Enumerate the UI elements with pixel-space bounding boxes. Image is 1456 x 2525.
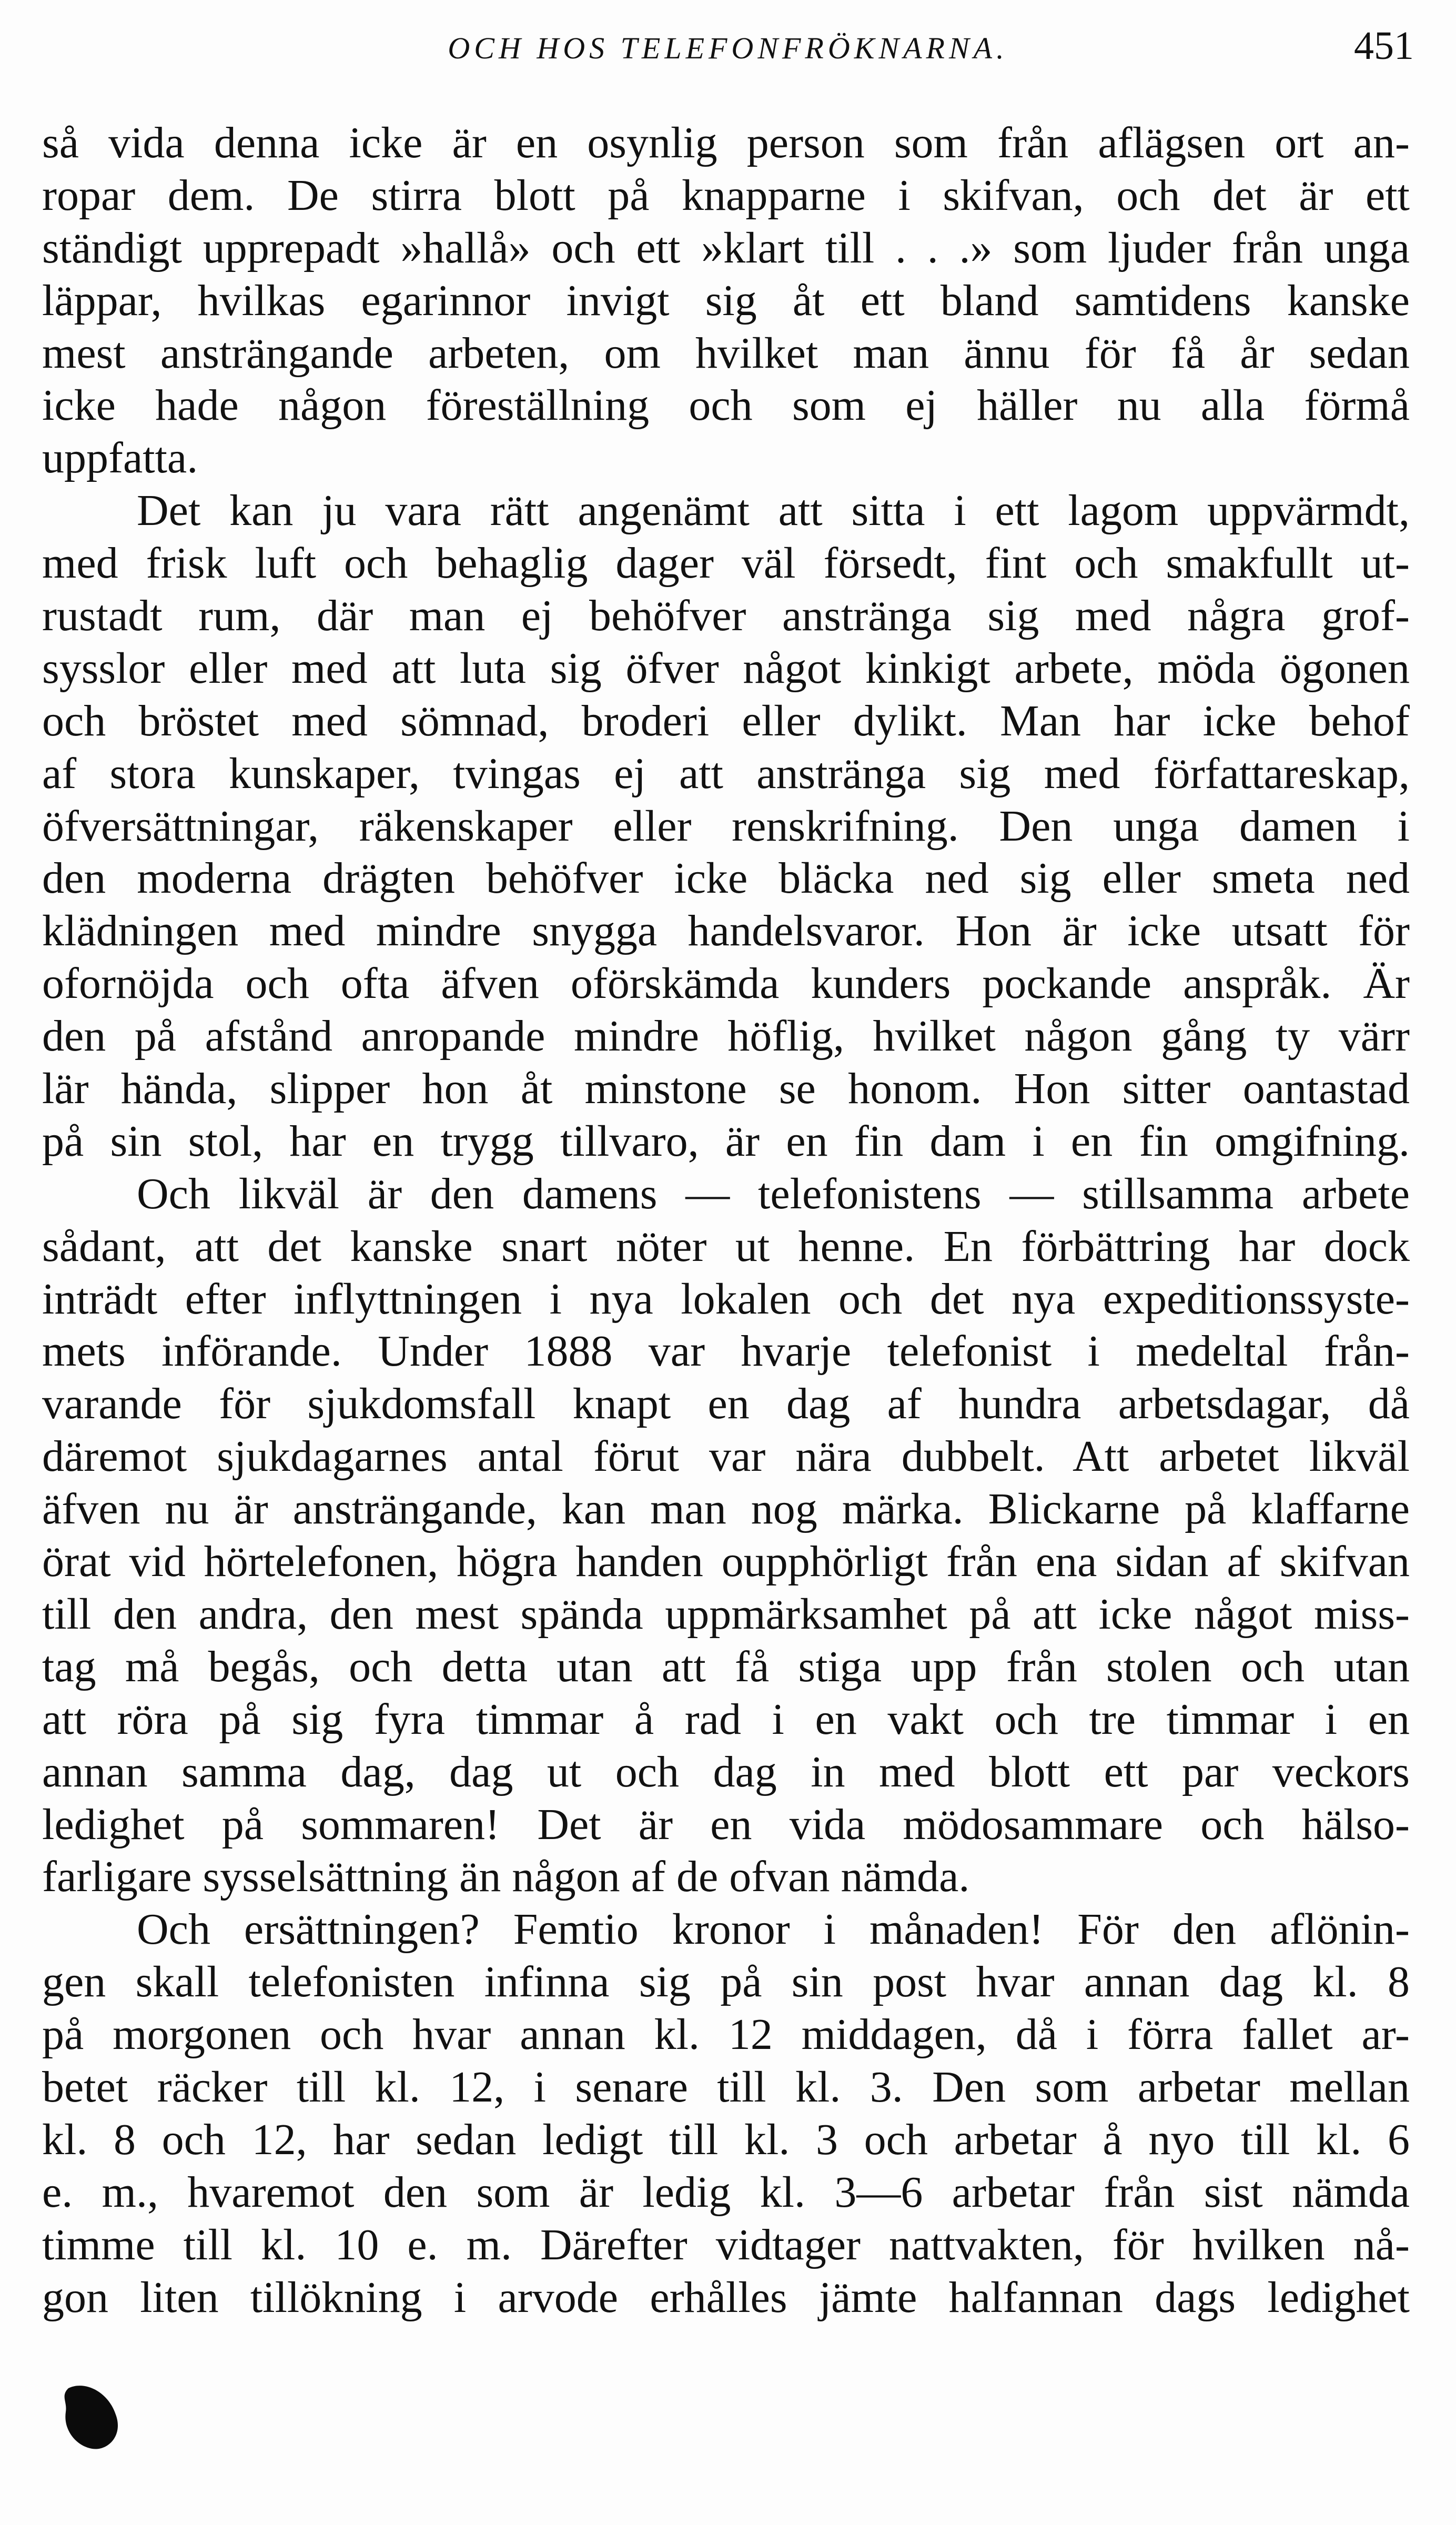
text-line: timme till kl. 10 e. m. Därefter vidtager nattvakten, för hvilken nå- <box>42 2220 1410 2269</box>
text-line: kl. 8 och 12, har sedan ledigt till kl. 3 och arbetar å nyo till kl. 6 <box>42 2115 1410 2164</box>
text-line: däremot sjukdagarnes antal förut var nära dubbelt. Att arbetet likväl <box>42 1432 1410 1481</box>
text-line: rustadt rum, där man ej behöfver anstränga sig med några grof- <box>42 591 1410 641</box>
text-line: gon liten tillökning i arvode erhålles jämte halfannan dags ledighet <box>42 2272 1410 2322</box>
text-line: varande för sjukdomsfall knapt en dag af hundra arbetsdagar, då <box>42 1379 1410 1429</box>
text-line: och bröstet med sömnad, broderi eller dylikt. Man har icke behof <box>42 696 1410 745</box>
text-line: med frisk luft och behaglig dager väl försedt, fint och smakfullt ut- <box>42 539 1410 588</box>
text-line: till den andra, den mest spända uppmärksamhet på att icke något miss- <box>42 1589 1410 1639</box>
text-line: sysslor eller med att luta sig öfver något kinkigt arbete, möda ögonen <box>42 643 1410 693</box>
text-line: mest ansträngande arbeten, om hvilket man ännu för få år sedan <box>42 328 1410 378</box>
page-header <box>42 21 1414 84</box>
text-line: tag må begås, och detta utan att få stiga upp från stolen och utan <box>42 1642 1410 1691</box>
text-line: så vida denna icke är en osynlig person som från aflägsen ort an- <box>42 118 1410 167</box>
text-line: klädningen med mindre snygga handelsvaror. Hon är icke utsatt för <box>42 906 1410 956</box>
text-line: att röra på sig fyra timmar å rad i en vakt och tre timmar i en <box>42 1694 1410 1744</box>
text-line: ständigt upprepadt »hallå» och ett »klart till . . .» som ljuder från unga <box>42 223 1410 272</box>
running-title: OCH HOS TELEFONFRÖKNARNA. <box>448 31 1008 65</box>
text-line: betet räcker till kl. 12, i senare till kl. 3. Den som arbetar mellan <box>42 2062 1410 2112</box>
text-line: öfversättningar, räkenskaper eller renskrifning. Den unga damen i <box>42 801 1410 851</box>
text-line: på morgonen och hvar annan kl. 12 middagen, då i förra fallet ar- <box>42 2010 1410 2059</box>
text-line: Och likväl är den damens — telefonistens — stillsamma arbete <box>137 1169 1410 1218</box>
text-line: af stora kunskaper, tvingas ej att anstränga sig med författareskap, <box>42 749 1410 798</box>
text-line: den moderna drägten behöfver icke bläcka ned sig eller smeta ned <box>42 854 1410 903</box>
text-line: på sin stol, har en trygg tillvaro, är en fin dam i en fin omgifning. <box>42 1116 1410 1166</box>
text-line: lär hända, slipper hon åt minstone se honom. Hon sitter oantastad <box>42 1064 1410 1114</box>
text-line: inträdt efter inflyttningen i nya lokalen och det nya expeditionssyste- <box>42 1274 1410 1324</box>
text-line: sådant, att det kanske snart nöter ut henne. En förbättring har dock <box>42 1221 1410 1271</box>
text-line: läppar, hvilkas egarinnor invigt sig åt ett bland samtidens kanske <box>42 276 1410 325</box>
ink-blot <box>58 2378 126 2457</box>
text-line: gen skall telefonisten infinna sig på sin post hvar annan dag kl. 8 <box>42 1957 1410 2007</box>
text-line: den på afstånd anropande mindre höflig, hvilket någon gång ty värr <box>42 1012 1410 1061</box>
text-line: äfven nu är ansträngande, kan man nog märka. Blickarne på klaffarne <box>42 1484 1410 1534</box>
text-line: Och ersättningen? Femtio kronor i månaden! För den aflönin- <box>137 1905 1410 1954</box>
text-line: uppfatta. <box>42 433 198 483</box>
text-line: ofornöjda och ofta äfven oförskämda kunders pockande anspråk. Är <box>42 959 1410 1008</box>
text-line: mets införande. Under 1888 var hvarje telefonist i medeltal från- <box>42 1327 1410 1376</box>
text-line: örat vid hörtelefonen, högra handen oupphörligt från ena sidan af skifvan <box>42 1537 1410 1587</box>
text-line: farligare sysselsättning än någon af de ofvan nämda. <box>42 1852 970 1902</box>
text-line: Det kan ju vara rätt angenämt att sitta i ett lagom uppvärmdt, <box>137 486 1410 536</box>
text-line: e. m., hvaremot den som är ledig kl. 3—6 arbetar från sist nämda <box>42 2167 1410 2217</box>
text-line: ropar dem. De stirra blott på knapparne i skifvan, och det är ett <box>42 170 1410 220</box>
page-number: 451 <box>1354 24 1414 68</box>
text-line: annan samma dag, dag ut och dag in med blott ett par veckors <box>42 1747 1410 1796</box>
body-text <box>42 117 1410 2324</box>
text-line: ledighet på sommaren! Det är en vida mödosammare och hälso- <box>42 1800 1410 1849</box>
text-line: icke hade någon föreställning och som ej häller nu alla förmå <box>42 381 1410 430</box>
